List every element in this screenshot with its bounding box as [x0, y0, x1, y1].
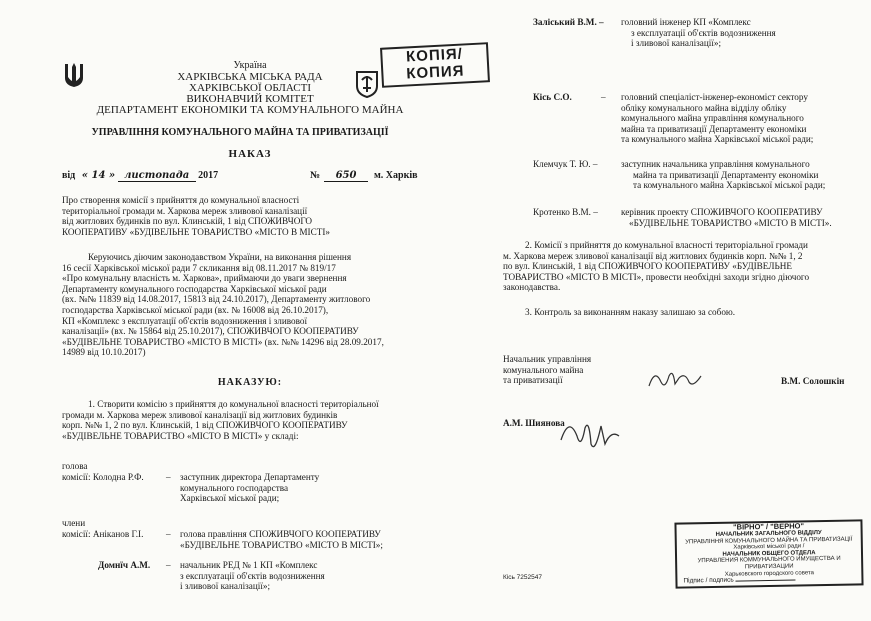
chair-role	[180, 472, 430, 504]
member-role-line: і зливової каналізації»;	[631, 38, 722, 49]
number-label: №	[310, 170, 321, 181]
chair-label-1: голова	[62, 461, 88, 471]
subject-line: Про створення комісії з прийняття до комунальної власності	[62, 195, 300, 205]
directorate-title: УПРАВЛІННЯ КОМУНАЛЬНОГО МАЙНА ТА ПРИВАТИЗАЦІЇ	[91, 127, 389, 138]
order-heading: НАКАЗУЮ:	[217, 377, 283, 388]
member-name: Кротенко В.М. –	[533, 207, 598, 217]
member-dash: –	[166, 529, 171, 539]
order-subject	[62, 195, 362, 237]
intro-line: 16 сесії Харківської міської ради 7 скликання від 08.11.2017 № 819/17	[62, 262, 336, 273]
doc-number: 650	[324, 170, 368, 182]
member-role-line: керівник проекту СПОЖИВЧОГО КООПЕРАТИВУ	[621, 207, 823, 217]
chair-name: Колодна Р.Ф.	[92, 471, 144, 482]
chair-label	[62, 461, 144, 482]
members-label-1: члени	[62, 518, 86, 528]
subject-line: від житлових будинків по вул. Клинській, 1 від СПОЖИВЧОГО	[62, 216, 313, 227]
intro-line: «БУДІВЕЛЬНЕ ТОВАРИСТВО «МІСТО В МІСТІ» (вх. №№ 14296 від 28.09.2017,	[62, 336, 384, 347]
date-month: листопада	[118, 170, 196, 182]
member-role-line: та комунального майна Харківської міської ради;	[621, 134, 814, 145]
intro-paragraph	[62, 252, 432, 358]
approver-name: А.М. Шиянова	[503, 418, 565, 428]
item2-line: м. Харкова мереж зливової каналізації від житлових будинків корп. №№ 1, 2	[503, 250, 803, 261]
signatory-title-line: Начальник управління	[503, 354, 592, 364]
member-role-line: обліку комунального майна відділу обліку	[621, 102, 787, 113]
member-name: Заліський В.М. –	[533, 17, 604, 27]
certify-stamp-line: НАЧАЛЬНИК ОБЩЕГО ОТДЕЛА	[722, 549, 816, 558]
certify-stamp	[674, 519, 863, 588]
member-name: Аніканов Г.І.	[92, 528, 144, 539]
signatory-title-line: комунального майна	[503, 364, 584, 375]
member-name: Домнїч А.М.	[98, 560, 151, 570]
intro-line: «Про комунальну власність м. Харкова», приймаючи до уваги звернення	[62, 273, 347, 284]
item2-line: ТОВАРИСТВО «МІСТО В МІСТІ», провести необхідні заходи згідно діючого	[503, 271, 810, 282]
intro-line: (вх. №№ 11839 від 14.08.2017, 15813 від 24.10.2017), Департаменту житлового	[62, 294, 371, 305]
certify-sign-row	[677, 576, 861, 586]
copy-stamp-ua: КОПІЯ/	[405, 45, 464, 66]
item1-line: корп. №№ 1, 2 по вул. Клинській, 1 від СПОЖИВЧОГО КООПЕРАТИВУ	[62, 420, 348, 431]
kharkiv-arms-icon	[355, 70, 379, 98]
member-role-line: комунального майна управління комунального	[621, 113, 804, 124]
member-role-line: головний спеціаліст-інженер-економіст сектору	[621, 92, 808, 102]
executor-note: Кісь 7252547	[503, 574, 542, 581]
member-role-line: майна та приватизації Департаменту економіки	[633, 169, 819, 180]
members-label-2: комісії:	[62, 528, 91, 539]
subject-line: КООПЕРАТИВУ «БУДІВЕЛЬНЕ ТОВАРИСТВО «МІСТО В МІСТІ»	[62, 226, 330, 237]
certify-stamp-line: Харківської міської ради /	[733, 543, 805, 551]
doc-type: НАКАЗ	[228, 148, 272, 160]
chair-dash: –	[166, 472, 171, 482]
item1-line: «БУДІВЕЛЬНЕ ТОВАРИСТВО «МІСТО В МІСТІ» у складі:	[62, 430, 299, 441]
header-department: ДЕПАРТАМЕНТ ЕКОНОМІКИ ТА КОМУНАЛЬНОГО МАЙНА	[96, 104, 404, 116]
certify-stamp-line: Харьковского городского совета	[724, 569, 815, 578]
order-item-3: 3. Контроль за виконанням наказу залишаю за собою.	[525, 307, 736, 317]
intro-line: КП «Комплекс з експлуатації об'єктів водозниження і зливової	[62, 315, 308, 326]
header-council: ХАРКІВСЬКА МІСЬКА РАДА	[177, 71, 323, 83]
intro-line: господарства Харківської міської ради (вх. № 16008 від 26.10.2017),	[62, 304, 329, 315]
date-line	[62, 170, 442, 184]
member-role-line: з експлуатації об'єктів водозниження	[631, 27, 776, 38]
copy-stamp-ru: КОПИЯ	[405, 62, 465, 83]
members-label	[62, 518, 143, 539]
signature-head	[645, 364, 705, 394]
member-role-line: «БУДІВЕЛЬНЕ ТОВАРИСТВО «МІСТО В МІСТІ».	[629, 217, 832, 228]
item2-line: по вул. Клинській, 1 від СПОЖИВЧОГО КООПЕРАТИВУ «БУДІВЕЛЬНЕ	[503, 261, 793, 272]
signatory-title-line: та приватизації	[503, 375, 563, 386]
member-name: Клемчук Т. Ю. –	[533, 159, 598, 169]
member-role-line: начальник РЕД № 1 КП «Комплекс	[180, 560, 318, 570]
header-country: Україна	[233, 60, 267, 71]
chair-role-line: Харківської міської ради;	[180, 493, 280, 504]
signatory-name: В.М. Солошкін	[781, 376, 845, 386]
date-from: від	[62, 170, 76, 181]
trident-icon	[64, 62, 84, 88]
order-item-1	[62, 399, 437, 441]
intro-line: каналізації» (вх. № 15864 від 25.10.2017), СПОЖИВЧОГО КООПЕРАТИВУ	[62, 326, 359, 337]
certify-stamp-line: УПРАВЛЕНИЯ КОММУНАЛЬНОГО ИМУЩЕСТВА И ПРИВАТИЗАЦИИ	[697, 556, 841, 571]
certify-stamp-line: "ВІРНО" / "ВЕРНО"	[732, 521, 805, 532]
intro-line: Департаменту комунального господарства Харківської міської ради	[62, 283, 327, 294]
date-day: « 14 »	[81, 170, 116, 181]
chair-label-2: комісії:	[62, 471, 91, 482]
member-role-line: голова правління СПОЖИВЧОГО КООПЕРАТИВУ	[180, 529, 381, 539]
certify-stamp-line: НАЧАЛЬНИК ЗАГАЛЬНОГО ВІДДІЛУ	[715, 530, 822, 538]
member-role-line: заступник начальника управління комунального	[621, 159, 810, 169]
member-role	[621, 159, 871, 191]
member-role-line: головний інженер КП «Комплекс	[621, 17, 751, 27]
right-page	[445, 0, 871, 621]
item1-line: громади м. Харкова мереж зливової каналізації від житлових будинків	[62, 409, 338, 420]
signature-approver	[555, 410, 625, 460]
member-role-line: і зливової каналізації»;	[180, 581, 271, 592]
header-oblast: ХАРКІВСЬКОЇ ОБЛАСТІ	[189, 82, 311, 94]
member-name: Кісь С.О.	[533, 92, 572, 102]
certify-sign-label: Підпис / подпись	[683, 576, 734, 585]
intro-line: Керуючись діючим законодавством України, на виконання рішення	[88, 252, 352, 262]
member-role-line: та комунального майна Харківської міської ради;	[633, 180, 826, 191]
certify-stamp-line: УПРАВЛІННЯ КОМУНАЛЬНОГО МАЙНА ТА ПРИВАТИЗАЦІЇ	[685, 536, 853, 546]
member-role	[621, 92, 871, 145]
member-dash: –	[601, 92, 606, 102]
doc-city: м. Харків	[374, 170, 418, 181]
member-role	[180, 560, 430, 592]
member-dash: –	[166, 560, 171, 570]
item1-line: 1. Створити комісію з прийняття до комунальної власності територіальної	[88, 399, 379, 409]
order-item-2	[503, 240, 868, 293]
member-role-line: «БУДІВЕЛЬНЕ ТОВАРИСТВО «МІСТО В МІСТІ»;	[180, 539, 383, 550]
member-role-line: з експлуатації об'єктів водозниження	[180, 570, 325, 581]
header-executive: ВИКОНАВЧИЙ КОМІТЕТ	[186, 93, 314, 105]
member-role-line: майна та приватизації Департаменту економіки	[621, 123, 807, 134]
chair-role-line: заступник директора Департаменту	[180, 472, 320, 482]
member-role	[621, 17, 866, 49]
date-year: 2017	[198, 170, 219, 181]
item2-line: законодавства.	[503, 282, 561, 293]
intro-line: 14989 від 10.10.2017)	[62, 347, 146, 358]
signatory-title	[503, 354, 643, 386]
member-role	[621, 207, 871, 228]
subject-line: територіальної громади м. Харкова мереж зливової каналізації	[62, 205, 308, 216]
item2-line: 2. Комісії з прийняття до комунальної власності територіальної громади	[525, 240, 808, 250]
member-role	[180, 529, 430, 550]
chair-role-line: комунального господарства	[180, 482, 289, 493]
